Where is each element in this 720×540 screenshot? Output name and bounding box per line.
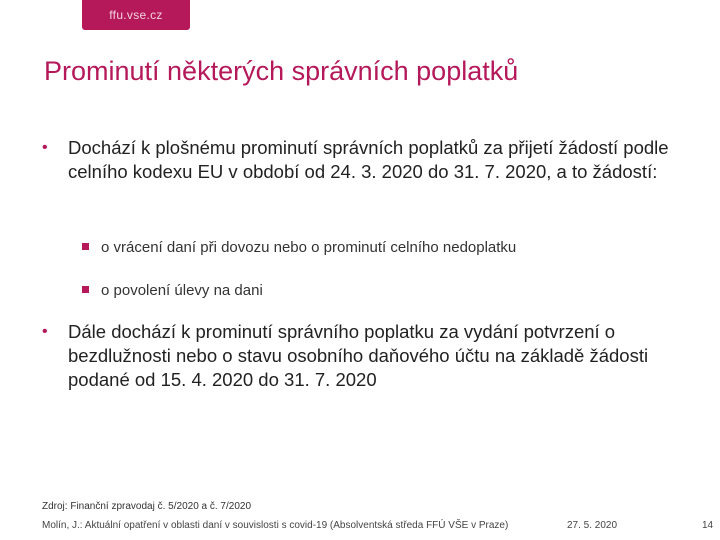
source-note: Zdroj: Finanční zpravodaj č. 5/2020 a č. 7/2020 bbox=[42, 501, 252, 512]
bullet-2-text: Dále dochází k prominutí správního poplatku za vydání potvrzení o bezdlužnosti nebo o stavu osobního daňového účtu na základě žádosti podané od 15. 4. 2020 do 31. 7. 2020 bbox=[68, 321, 649, 390]
bullet-1-text: Dochází k plošnému prominutí správních poplatků za přijetí žádostí podle celního kodexu EU v období od 24. 3. 2020 do 31. 7. 2020, a to žádostí: bbox=[68, 137, 669, 182]
bullet-1-marker: • bbox=[42, 139, 48, 156]
subitem-1-text: o vrácení daní při dovozu nebo o prominutí celního nedoplatku bbox=[101, 239, 517, 256]
subitem-2 bbox=[82, 282, 263, 299]
bullet-2-marker: • bbox=[42, 323, 48, 340]
page-number: 14 bbox=[702, 520, 714, 531]
bullet-1 bbox=[42, 136, 692, 184]
subitem-1 bbox=[82, 239, 516, 256]
subitem-2-text: o povolení úlevy na dani bbox=[101, 282, 263, 299]
logo-text: ffu.vse.cz bbox=[109, 8, 163, 22]
slide-title: Prominutí některých správních poplatků bbox=[44, 56, 519, 86]
square-bullet-icon bbox=[82, 243, 89, 250]
logo-tab bbox=[82, 0, 190, 30]
square-bullet-icon bbox=[82, 286, 89, 293]
footer-date: 27. 5. 2020 bbox=[567, 520, 618, 531]
bullet-2 bbox=[42, 320, 692, 392]
footer-author: Molín, J.: Aktuální opatření v oblasti daní v souvislosti s covid-19 (Absolventská středa FFÚ VŠE v Praze) bbox=[42, 520, 509, 531]
